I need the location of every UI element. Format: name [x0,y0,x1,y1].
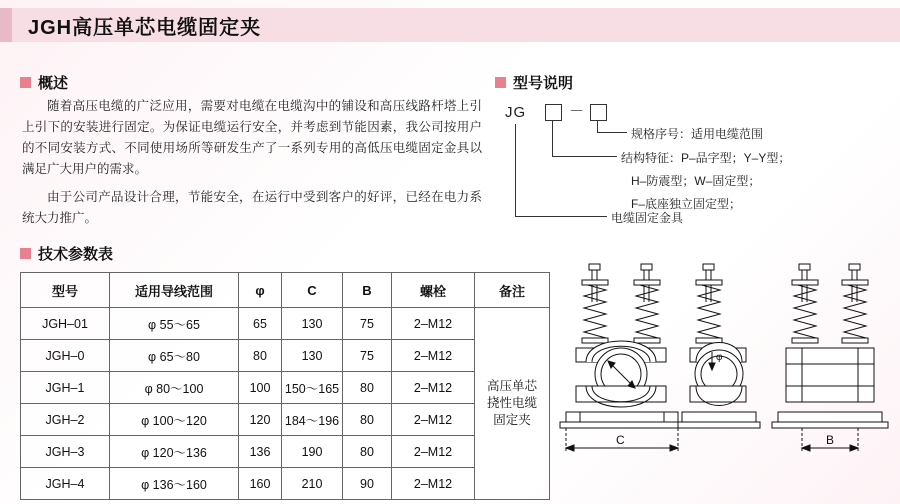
table-row [21,372,550,404]
spec-heading-label: 技术参数表 [38,246,114,263]
model-dash: － [569,103,585,120]
overview-heading [20,72,68,93]
cell-b: 75 [343,308,392,340]
model-code-diagram [497,96,887,236]
square-bullet-icon [495,77,506,88]
cell-bolt: 2–M12 [392,468,475,500]
square-bullet-icon [20,248,31,259]
leader-line-v3 [515,124,516,216]
remark-line-1: 高压单芯 [486,379,537,393]
model-prefix: JG [505,104,527,121]
cell-bolt: 2–M12 [392,372,475,404]
cell-phi: 80 [239,340,282,372]
cell-range: φ 136～160 [110,468,239,500]
spec-table [20,272,550,500]
leader-line-h1 [597,132,627,133]
leader-line-h3 [515,216,607,217]
title-accent-block [0,8,12,42]
col-header-bolt: 螺栓 [392,273,475,308]
cell-phi: 160 [239,468,282,500]
cell-c: 150～165 [282,372,343,404]
cell-c: 130 [282,308,343,340]
cell-range: φ 55～65 [110,308,239,340]
spec-heading [20,243,113,264]
cell-bolt: 2–M12 [392,436,475,468]
product-drawing [540,262,890,494]
cell-phi: 136 [239,436,282,468]
cell-model: JGH–0 [21,340,110,372]
leader-line-h2 [552,156,617,157]
cell-b: 80 [343,436,392,468]
col-header-c: C [282,273,343,308]
table-row [21,404,550,436]
model-heading-label: 型号说明 [513,75,574,92]
drawing-svg [540,262,890,494]
table-row [21,468,550,500]
cell-b: 90 [343,468,392,500]
cell-bolt: 2–M12 [392,340,475,372]
leader-line-v2 [552,120,553,156]
cell-c: 210 [282,468,343,500]
cell-range: φ 100～120 [110,404,239,436]
col-header-remark: 备注 [475,273,550,308]
model-box-1 [545,104,562,121]
model-note-3: F–底座独立固定型； [631,197,742,211]
drawing-label-b: B [826,433,835,447]
cell-range: φ 80～100 [110,372,239,404]
cell-c: 130 [282,340,343,372]
cell-c: 190 [282,436,343,468]
cell-c: 184～196 [282,404,343,436]
cell-phi: 120 [239,404,282,436]
cell-remark [475,308,550,500]
cell-range: φ 65～80 [110,340,239,372]
page-title: JGH高压单芯电缆固定夹 [28,16,262,39]
cell-phi: 65 [239,308,282,340]
model-note-0: 规格序号：适用电缆范围 [631,127,764,141]
col-header-model: 型号 [21,273,110,308]
cell-model: JGH–4 [21,468,110,500]
table-row [21,436,550,468]
overview-paragraph-1: 随着高压电缆的广泛应用，需要对电缆在电缆沟中的铺设和高压线路杆塔上引上引下的安装进行固定。为保证电缆运行安全，并考虑到节能因素，我公司按用户的不同安装方式、不同使用场所等研发生产了一系列专用的高低压电缆固定金具以满足广大用户的需求。 [22,99,482,176]
col-header-b: B [343,273,392,308]
cell-model: JGH–01 [21,308,110,340]
overview-paragraph-2: 由于公司产品设计合理，节能安全，在运行中受到客户的好评，已经在电力系统大力推广。 [22,190,482,225]
page-title-bar [0,8,900,42]
overview-heading-label: 概述 [38,75,69,92]
drawing-label-c: C [616,433,625,447]
remark-line-3: 固定夹 [493,413,531,427]
model-note-2: H–防震型；W–固定型； [631,174,761,188]
model-note-1: 结构特征：P–品字型；Y–Y型； [621,151,791,165]
cell-bolt: 2–M12 [392,308,475,340]
table-row [21,308,550,340]
cell-b: 80 [343,372,392,404]
model-box-2 [590,104,607,121]
col-header-range: 适用导线范围 [110,273,239,308]
cell-bolt: 2–M12 [392,404,475,436]
cell-b: 80 [343,404,392,436]
model-heading [495,72,573,93]
square-bullet-icon [20,77,31,88]
remark-line-2: 挠性电缆 [486,396,537,410]
table-header-row [21,273,550,308]
cell-phi: 100 [239,372,282,404]
table-row [21,340,550,372]
cell-model: JGH–3 [21,436,110,468]
col-header-phi: φ [239,273,282,308]
cell-model: JGH–1 [21,372,110,404]
drawing-label-phi: φ [716,352,723,363]
cell-model: JGH–2 [21,404,110,436]
cell-b: 75 [343,340,392,372]
overview-text [22,96,482,236]
cell-range: φ 120～136 [110,436,239,468]
model-note-4: 电缆固定金具 [611,211,684,225]
leader-line-v1 [597,120,598,132]
